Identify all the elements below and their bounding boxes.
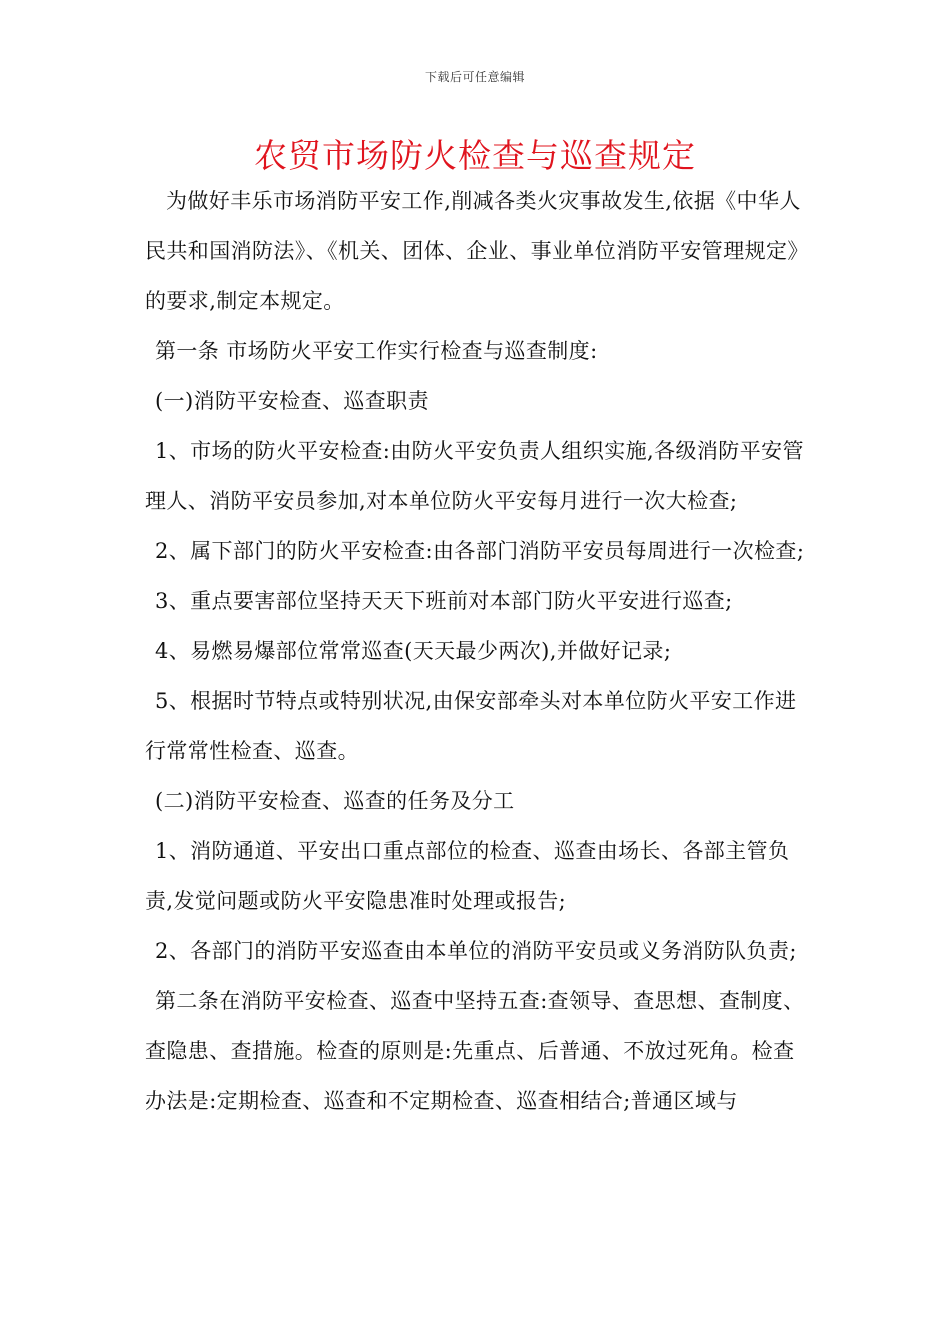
paragraph-section-1: (一)消防平安检查、巡查职责	[155, 389, 429, 413]
paragraph-item-5: 5、根据时节特点或特别状况,由保安部牵头对本单位防火平安工作进行常常性检查、巡查。	[145, 689, 797, 763]
paragraph-section-2: (二)消防平安检查、巡查的任务及分工	[155, 789, 515, 813]
paragraph-item-1: 1、市场的防火平安检查:由防火平安负责人组织实施,各级消防平安管理人、消防平安员参加,对本单位防火平安每月进行一次大检查;	[145, 439, 804, 513]
paragraph-item-4: 4、易燃易爆部位常常巡查(天天最少两次),并做好记录;	[155, 639, 672, 663]
header-note: 下载后可任意编辑	[424, 70, 525, 84]
document-body	[145, 176, 815, 1126]
paragraph-item-2: 2、属下部门的防火平安检查:由各部门消防平安员每周进行一次检查;	[155, 539, 805, 563]
paragraph-article-1: 第一条 市场防火平安工作实行检查与巡查制度:	[155, 339, 598, 363]
paragraph-section-2-item-2: 2、各部门的消防平安巡查由本单位的消防平安员或义务消防队负责;	[155, 939, 797, 963]
paragraph-section-2-item-1: 1、消防通道、平安出口重点部位的检查、巡查由场长、各部主管负责,发觉问题或防火平安隐患准时处理或报告;	[145, 839, 790, 913]
paragraph-item-3: 3、重点要害部位坚持天天下班前对本部门防火平安进行巡查;	[155, 589, 733, 613]
paragraph-article-2: 第二条在消防平安检查、巡查中坚持五查:查领导、查思想、查制度、查隐患、查措施。检查的原则是:先重点、后普通、不放过死角。检查办法是:定期检查、巡查和不定期检查、巡查相结合;普通区域与	[145, 989, 805, 1113]
paragraph-intro: 为做好丰乐市场消防平安工作,削减各类火灾事故发生,依据《中华人民共和国消防法》、《机关、团体、企业、事业单位消防平安管理规定》的要求,制定本规定。	[145, 189, 809, 313]
document-title: 农贸市场防火检查与巡查规定	[254, 136, 696, 175]
